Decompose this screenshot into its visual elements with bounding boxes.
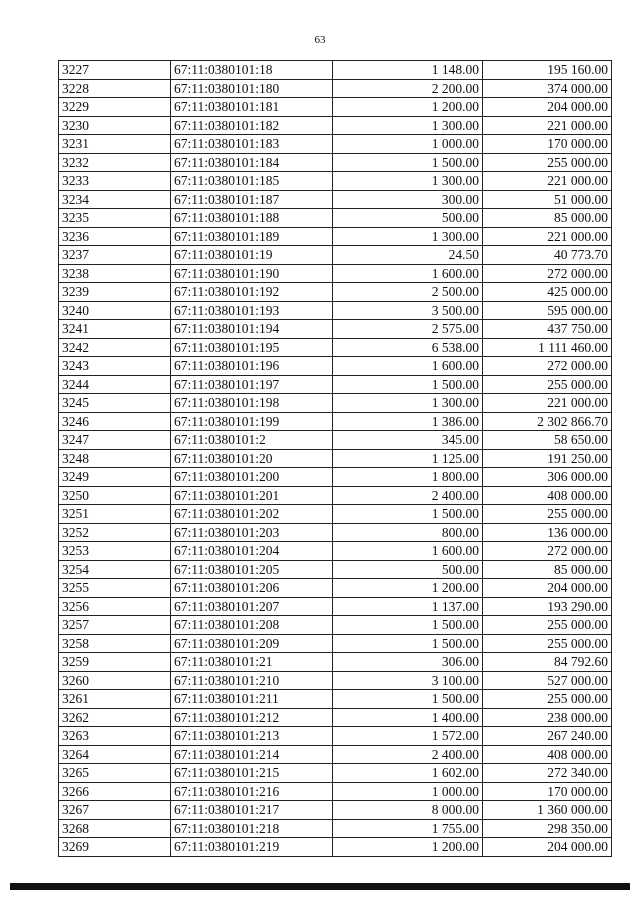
area-cell: 24.50: [333, 246, 483, 265]
row-number-cell: 3255: [59, 579, 171, 598]
cadastral-number-cell: 67:11:0380101:192: [171, 283, 333, 302]
value-cell: 193 290.00: [483, 597, 612, 616]
value-cell: 204 000.00: [483, 98, 612, 117]
row-number-cell: 3265: [59, 764, 171, 783]
table-row: [59, 264, 612, 283]
row-number-cell: 3248: [59, 449, 171, 468]
row-number-cell: 3244: [59, 375, 171, 394]
table-row: [59, 579, 612, 598]
row-number-cell: 3246: [59, 412, 171, 431]
area-cell: 1 755.00: [333, 819, 483, 838]
area-cell: 1 600.00: [333, 264, 483, 283]
row-number-cell: 3268: [59, 819, 171, 838]
row-number-cell: 3249: [59, 468, 171, 487]
table-row: [59, 209, 612, 228]
row-number-cell: 3227: [59, 61, 171, 80]
table-row: [59, 523, 612, 542]
table-row: [59, 782, 612, 801]
row-number-cell: 3260: [59, 671, 171, 690]
row-number-cell: 3241: [59, 320, 171, 339]
value-cell: 255 000.00: [483, 634, 612, 653]
cadastral-number-cell: 67:11:0380101:2: [171, 431, 333, 450]
area-cell: 1 300.00: [333, 227, 483, 246]
area-cell: 1 200.00: [333, 98, 483, 117]
row-number-cell: 3256: [59, 597, 171, 616]
row-number-cell: 3266: [59, 782, 171, 801]
table-row: [59, 412, 612, 431]
row-number-cell: 3253: [59, 542, 171, 561]
area-cell: 1 500.00: [333, 634, 483, 653]
area-cell: 1 148.00: [333, 61, 483, 80]
value-cell: 374 000.00: [483, 79, 612, 98]
row-number-cell: 3251: [59, 505, 171, 524]
cadastral-number-cell: 67:11:0380101:211: [171, 690, 333, 709]
table-row: [59, 745, 612, 764]
cadastral-number-cell: 67:11:0380101:180: [171, 79, 333, 98]
area-cell: 1 200.00: [333, 579, 483, 598]
value-cell: 85 000.00: [483, 209, 612, 228]
value-cell: 170 000.00: [483, 782, 612, 801]
table-row: [59, 172, 612, 191]
table-row: [59, 542, 612, 561]
value-cell: 84 792.60: [483, 653, 612, 672]
value-cell: 306 000.00: [483, 468, 612, 487]
value-cell: 191 250.00: [483, 449, 612, 468]
registry-table-body: [59, 61, 612, 857]
cadastral-number-cell: 67:11:0380101:193: [171, 301, 333, 320]
table-row: [59, 468, 612, 487]
value-cell: 221 000.00: [483, 394, 612, 413]
area-cell: 8 000.00: [333, 801, 483, 820]
cadastral-number-cell: 67:11:0380101:214: [171, 745, 333, 764]
row-number-cell: 3231: [59, 135, 171, 154]
value-cell: 221 000.00: [483, 116, 612, 135]
row-number-cell: 3263: [59, 727, 171, 746]
cadastral-number-cell: 67:11:0380101:184: [171, 153, 333, 172]
row-number-cell: 3237: [59, 246, 171, 265]
table-row: [59, 819, 612, 838]
value-cell: 272 340.00: [483, 764, 612, 783]
cadastral-number-cell: 67:11:0380101:217: [171, 801, 333, 820]
area-cell: 2 200.00: [333, 79, 483, 98]
row-number-cell: 3228: [59, 79, 171, 98]
cadastral-number-cell: 67:11:0380101:218: [171, 819, 333, 838]
area-cell: 500.00: [333, 560, 483, 579]
cadastral-number-cell: 67:11:0380101:203: [171, 523, 333, 542]
value-cell: 272 000.00: [483, 357, 612, 376]
table-row: [59, 394, 612, 413]
cadastral-number-cell: 67:11:0380101:207: [171, 597, 333, 616]
area-cell: 1 500.00: [333, 690, 483, 709]
value-cell: 298 350.00: [483, 819, 612, 838]
cadastral-number-cell: 67:11:0380101:196: [171, 357, 333, 376]
row-number-cell: 3264: [59, 745, 171, 764]
value-cell: 85 000.00: [483, 560, 612, 579]
table-row: [59, 560, 612, 579]
value-cell: 527 000.00: [483, 671, 612, 690]
table-row: [59, 190, 612, 209]
area-cell: 800.00: [333, 523, 483, 542]
value-cell: 255 000.00: [483, 690, 612, 709]
page-number: 63: [314, 34, 326, 46]
value-cell: 437 750.00: [483, 320, 612, 339]
area-cell: 1 300.00: [333, 116, 483, 135]
cadastral-number-cell: 67:11:0380101:20: [171, 449, 333, 468]
row-number-cell: 3243: [59, 357, 171, 376]
row-number-cell: 3259: [59, 653, 171, 672]
cadastral-number-cell: 67:11:0380101:213: [171, 727, 333, 746]
cadastral-number-cell: 67:11:0380101:181: [171, 98, 333, 117]
cadastral-number-cell: 67:11:0380101:194: [171, 320, 333, 339]
area-cell: 1 500.00: [333, 505, 483, 524]
value-cell: 408 000.00: [483, 745, 612, 764]
value-cell: 58 650.00: [483, 431, 612, 450]
value-cell: 204 000.00: [483, 579, 612, 598]
table-row: [59, 246, 612, 265]
area-cell: 1 800.00: [333, 468, 483, 487]
area-cell: 306.00: [333, 653, 483, 672]
table-row: [59, 801, 612, 820]
value-cell: 1 111 460.00: [483, 338, 612, 357]
cadastral-number-cell: 67:11:0380101:197: [171, 375, 333, 394]
table-row: [59, 653, 612, 672]
area-cell: 1 000.00: [333, 782, 483, 801]
cadastral-number-cell: 67:11:0380101:190: [171, 264, 333, 283]
area-cell: 2 400.00: [333, 486, 483, 505]
cadastral-number-cell: 67:11:0380101:205: [171, 560, 333, 579]
cadastral-number-cell: 67:11:0380101:216: [171, 782, 333, 801]
value-cell: 40 773.70: [483, 246, 612, 265]
value-cell: 221 000.00: [483, 172, 612, 191]
table-row: [59, 616, 612, 635]
cadastral-number-cell: 67:11:0380101:206: [171, 579, 333, 598]
table-row: [59, 597, 612, 616]
cadastral-number-cell: 67:11:0380101:198: [171, 394, 333, 413]
area-cell: 1 386.00: [333, 412, 483, 431]
value-cell: 272 000.00: [483, 264, 612, 283]
table-row: [59, 320, 612, 339]
table-row: [59, 301, 612, 320]
row-number-cell: 3236: [59, 227, 171, 246]
value-cell: 2 302 866.70: [483, 412, 612, 431]
row-number-cell: 3250: [59, 486, 171, 505]
cadastral-number-cell: 67:11:0380101:182: [171, 116, 333, 135]
row-number-cell: 3239: [59, 283, 171, 302]
row-number-cell: 3257: [59, 616, 171, 635]
cadastral-number-cell: 67:11:0380101:201: [171, 486, 333, 505]
row-number-cell: 3267: [59, 801, 171, 820]
area-cell: 1 500.00: [333, 616, 483, 635]
cadastral-number-cell: 67:11:0380101:199: [171, 412, 333, 431]
table-row: [59, 449, 612, 468]
row-number-cell: 3238: [59, 264, 171, 283]
cadastral-number-cell: 67:11:0380101:187: [171, 190, 333, 209]
footer-rule: [10, 883, 630, 890]
cadastral-number-cell: 67:11:0380101:212: [171, 708, 333, 727]
area-cell: 1 600.00: [333, 357, 483, 376]
area-cell: 2 500.00: [333, 283, 483, 302]
cadastral-number-cell: 67:11:0380101:209: [171, 634, 333, 653]
area-cell: 1 500.00: [333, 375, 483, 394]
cadastral-number-cell: 67:11:0380101:215: [171, 764, 333, 783]
row-number-cell: 3261: [59, 690, 171, 709]
area-cell: 500.00: [333, 209, 483, 228]
value-cell: 255 000.00: [483, 153, 612, 172]
area-cell: 1 000.00: [333, 135, 483, 154]
row-number-cell: 3252: [59, 523, 171, 542]
row-number-cell: 3232: [59, 153, 171, 172]
area-cell: 3 500.00: [333, 301, 483, 320]
row-number-cell: 3229: [59, 98, 171, 117]
row-number-cell: 3254: [59, 560, 171, 579]
area-cell: 1 125.00: [333, 449, 483, 468]
table-row: [59, 671, 612, 690]
registry-table: [58, 60, 612, 857]
row-number-cell: 3262: [59, 708, 171, 727]
table-row: [59, 764, 612, 783]
area-cell: 1 300.00: [333, 172, 483, 191]
value-cell: 255 000.00: [483, 505, 612, 524]
table-row: [59, 98, 612, 117]
table-row: [59, 135, 612, 154]
value-cell: 170 000.00: [483, 135, 612, 154]
row-number-cell: 3258: [59, 634, 171, 653]
table-row: [59, 116, 612, 135]
table-row: [59, 338, 612, 357]
cadastral-number-cell: 67:11:0380101:200: [171, 468, 333, 487]
table-row: [59, 79, 612, 98]
table-row: [59, 486, 612, 505]
cadastral-number-cell: 67:11:0380101:208: [171, 616, 333, 635]
value-cell: 272 000.00: [483, 542, 612, 561]
cadastral-number-cell: 67:11:0380101:21: [171, 653, 333, 672]
row-number-cell: 3240: [59, 301, 171, 320]
area-cell: 1 137.00: [333, 597, 483, 616]
value-cell: 238 000.00: [483, 708, 612, 727]
area-cell: 6 538.00: [333, 338, 483, 357]
row-number-cell: 3234: [59, 190, 171, 209]
cadastral-number-cell: 67:11:0380101:204: [171, 542, 333, 561]
table-row: [59, 727, 612, 746]
area-cell: 2 400.00: [333, 745, 483, 764]
table-row: [59, 375, 612, 394]
area-cell: 1 400.00: [333, 708, 483, 727]
value-cell: 425 000.00: [483, 283, 612, 302]
value-cell: 221 000.00: [483, 227, 612, 246]
value-cell: 51 000.00: [483, 190, 612, 209]
row-number-cell: 3269: [59, 838, 171, 857]
row-number-cell: 3230: [59, 116, 171, 135]
table-row: [59, 153, 612, 172]
value-cell: 1 360 000.00: [483, 801, 612, 820]
value-cell: 136 000.00: [483, 523, 612, 542]
area-cell: 300.00: [333, 190, 483, 209]
table-row: [59, 431, 612, 450]
table-row: [59, 505, 612, 524]
area-cell: 1 200.00: [333, 838, 483, 857]
row-number-cell: 3242: [59, 338, 171, 357]
cadastral-number-cell: 67:11:0380101:202: [171, 505, 333, 524]
row-number-cell: 3233: [59, 172, 171, 191]
cadastral-number-cell: 67:11:0380101:195: [171, 338, 333, 357]
cadastral-number-cell: 67:11:0380101:185: [171, 172, 333, 191]
value-cell: 255 000.00: [483, 616, 612, 635]
value-cell: 595 000.00: [483, 301, 612, 320]
value-cell: 267 240.00: [483, 727, 612, 746]
table-row: [59, 61, 612, 80]
cadastral-number-cell: 67:11:0380101:19: [171, 246, 333, 265]
area-cell: 2 575.00: [333, 320, 483, 339]
cadastral-number-cell: 67:11:0380101:188: [171, 209, 333, 228]
cadastral-number-cell: 67:11:0380101:219: [171, 838, 333, 857]
table-row: [59, 227, 612, 246]
area-cell: 1 572.00: [333, 727, 483, 746]
cadastral-number-cell: 67:11:0380101:183: [171, 135, 333, 154]
table-row: [59, 690, 612, 709]
cadastral-number-cell: 67:11:0380101:210: [171, 671, 333, 690]
value-cell: 408 000.00: [483, 486, 612, 505]
cadastral-number-cell: 67:11:0380101:18: [171, 61, 333, 80]
area-cell: 3 100.00: [333, 671, 483, 690]
value-cell: 195 160.00: [483, 61, 612, 80]
table-row: [59, 708, 612, 727]
area-cell: 1 500.00: [333, 153, 483, 172]
table-row: [59, 838, 612, 857]
cadastral-number-cell: 67:11:0380101:189: [171, 227, 333, 246]
table-row: [59, 283, 612, 302]
area-cell: 345.00: [333, 431, 483, 450]
area-cell: 1 602.00: [333, 764, 483, 783]
area-cell: 1 600.00: [333, 542, 483, 561]
row-number-cell: 3235: [59, 209, 171, 228]
table-row: [59, 357, 612, 376]
row-number-cell: 3245: [59, 394, 171, 413]
row-number-cell: 3247: [59, 431, 171, 450]
table-row: [59, 634, 612, 653]
area-cell: 1 300.00: [333, 394, 483, 413]
value-cell: 255 000.00: [483, 375, 612, 394]
value-cell: 204 000.00: [483, 838, 612, 857]
